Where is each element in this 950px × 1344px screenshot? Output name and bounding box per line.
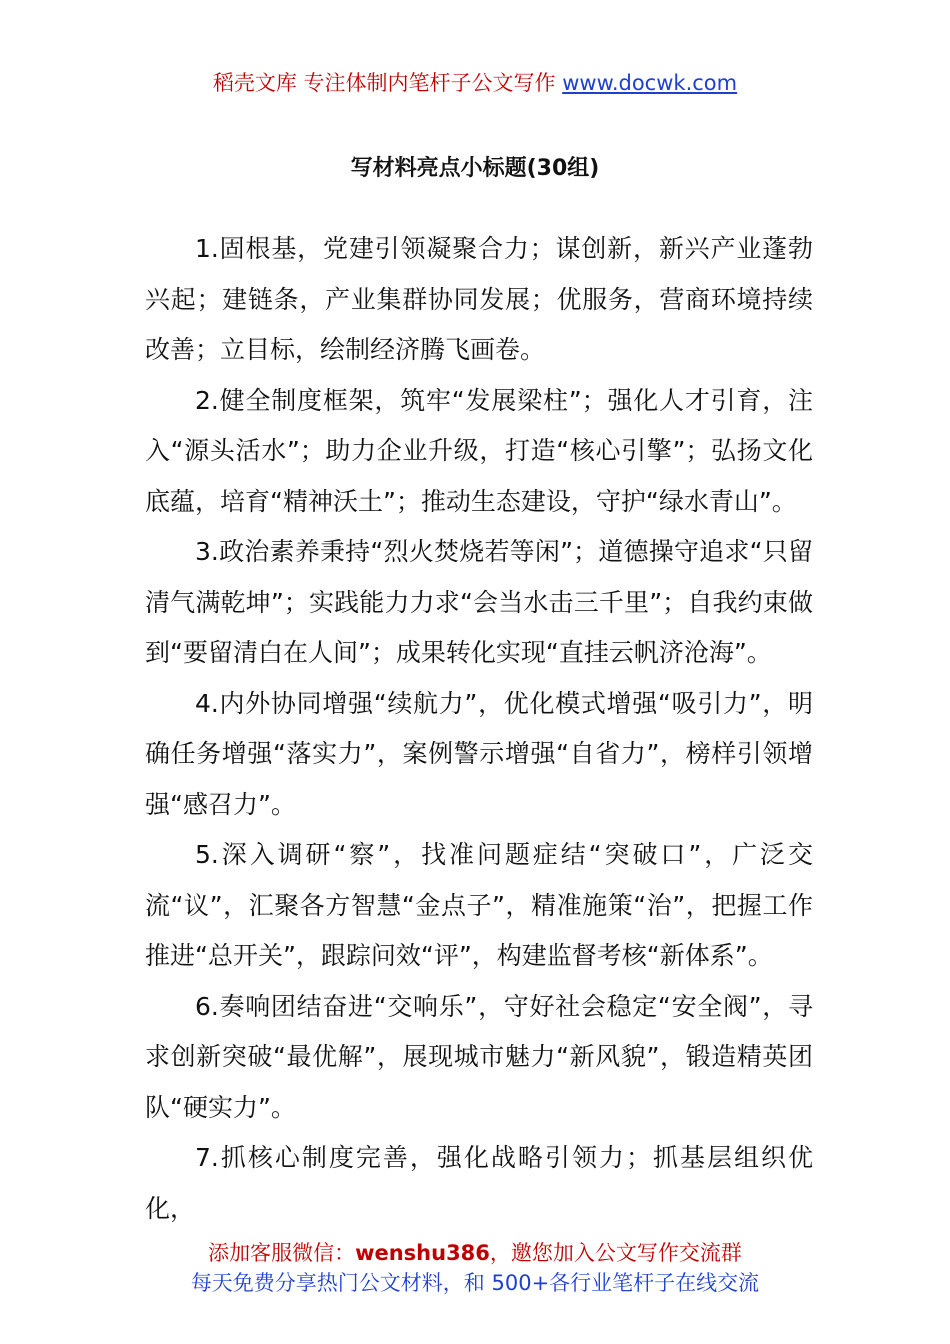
document-body xyxy=(145,224,813,1234)
document-title: 写材料亮点小标题(30组) xyxy=(350,156,600,181)
header-brand-text: 稻壳文库 专注体制内笔杆子公文写作 xyxy=(212,71,563,95)
website-link[interactable]: www.docwk.com xyxy=(562,71,738,95)
page-footer xyxy=(0,1238,950,1298)
paragraph-3: 3.政治素养秉持“烈火焚烧若等闲”；道德操守追求“只留清气满乾坤”；实践能力力求“会当水击三千里”；自我约束做到“要留清白在人间”；成果转化实现“直挂云帆济沧海”。 xyxy=(145,537,813,667)
paragraph-2: 2.健全制度框架，筑牢“发展梁柱”；强化人才引育，注入“源头活水”；助力企业升级，打造“核心引擎”；弘扬文化底蕴，培育“精神沃土”；推动生态建设，守护“绿水青山”。 xyxy=(145,385,813,516)
footer-wechat-id: wenshu386 xyxy=(355,1241,490,1265)
page-header xyxy=(0,68,950,98)
paragraph-5: 5.深入调研“察”，找准问题症结“突破口”，广泛交流“议”，汇聚各方智慧“金点子”，精准施策“治”，把握工作推进“总开关”，跟踪问效“评”，构建监督考核“新体系”。 xyxy=(145,840,813,970)
paragraph-1: 1.固根基，党建引领凝聚合力；谋创新，新兴产业蓬勃兴起；建链条，产业集群协同发展；优服务，营商环境持续改善；立目标，绘制经济腾飞画卷。 xyxy=(145,234,813,364)
footer-wechat-suffix: ，邀您加入公文写作交流群 xyxy=(489,1241,742,1265)
footer-wechat-prefix: 添加客服微信： xyxy=(208,1241,356,1265)
paragraph-4: 4.内外协同增强“续航力”，优化模式增强“吸引力”，明确任务增强“落实力”，案例警示增强“自省力”，榜样引领增强“感召力”。 xyxy=(145,688,813,819)
footer-line-2: 每天免费分享热门公文材料，和 500+各行业笔杆子在线交流 xyxy=(190,1271,760,1295)
footer-line-1 xyxy=(0,1238,950,1268)
paragraph-6: 6.奏响团结奋进“交响乐”，守好社会稳定“安全阀”，寻求创新突破“最优解”，展现城市魅力“新风貌”，锻造精英团队“硬实力”。 xyxy=(145,991,813,1122)
paragraph-7: 7.抓核心制度完善，强化战略引领力；抓基层组织优化， xyxy=(145,1143,813,1223)
